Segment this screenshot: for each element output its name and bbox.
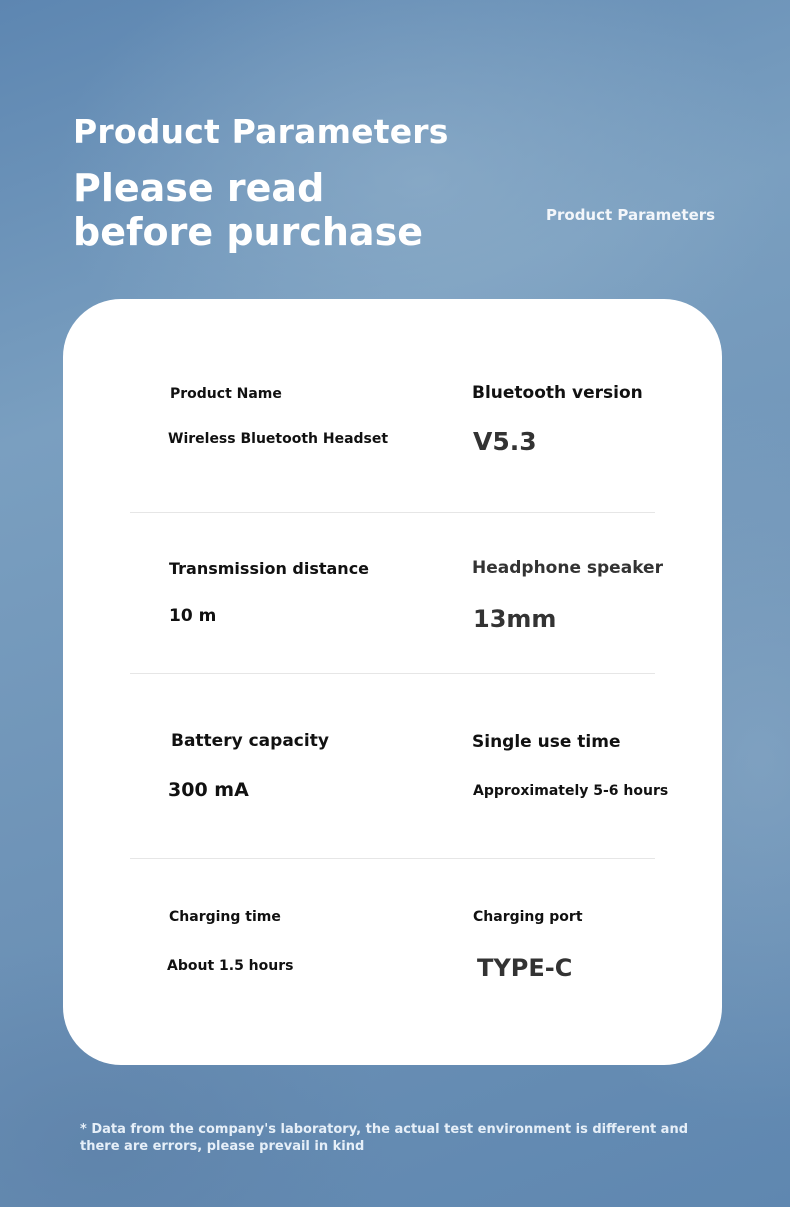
param-value-single-use-time: Approximately 5-6 hours <box>473 783 669 799</box>
footnote: * Data from the company's laboratory, the actual test environment is different and there are errors, please prevail in kind <box>80 1122 689 1154</box>
page-subtitle: Please read before purchase <box>73 166 423 254</box>
row-divider <box>130 673 655 674</box>
param-label-transmission-distance: Transmission distance <box>169 559 370 578</box>
param-label-bluetooth-version: Bluetooth version <box>472 383 643 403</box>
param-value-battery-capacity: 300 mA <box>168 779 249 801</box>
side-label: Product Parameters <box>546 206 716 224</box>
row-divider <box>130 858 655 859</box>
param-value-charging-time: About 1.5 hours <box>167 958 294 974</box>
param-value-headphone-speaker: 13mm <box>473 605 557 633</box>
param-label-charging-time: Charging time <box>169 909 281 925</box>
page-title: Product Parameters <box>73 112 449 151</box>
param-value-transmission-distance: 10 m <box>169 606 217 626</box>
param-value-product-name: Wireless Bluetooth Headset <box>168 431 389 447</box>
param-label-headphone-speaker: Headphone speaker <box>472 558 663 578</box>
param-label-charging-port: Charging port <box>473 909 583 925</box>
row-divider <box>130 512 655 513</box>
param-label-battery-capacity: Battery capacity <box>171 731 329 751</box>
param-label-product-name: Product Name <box>170 386 282 402</box>
parameters-card <box>63 299 722 1065</box>
param-value-charging-port: TYPE-C <box>477 954 573 982</box>
param-label-single-use-time: Single use time <box>472 732 621 752</box>
param-value-bluetooth-version: V5.3 <box>473 427 537 456</box>
